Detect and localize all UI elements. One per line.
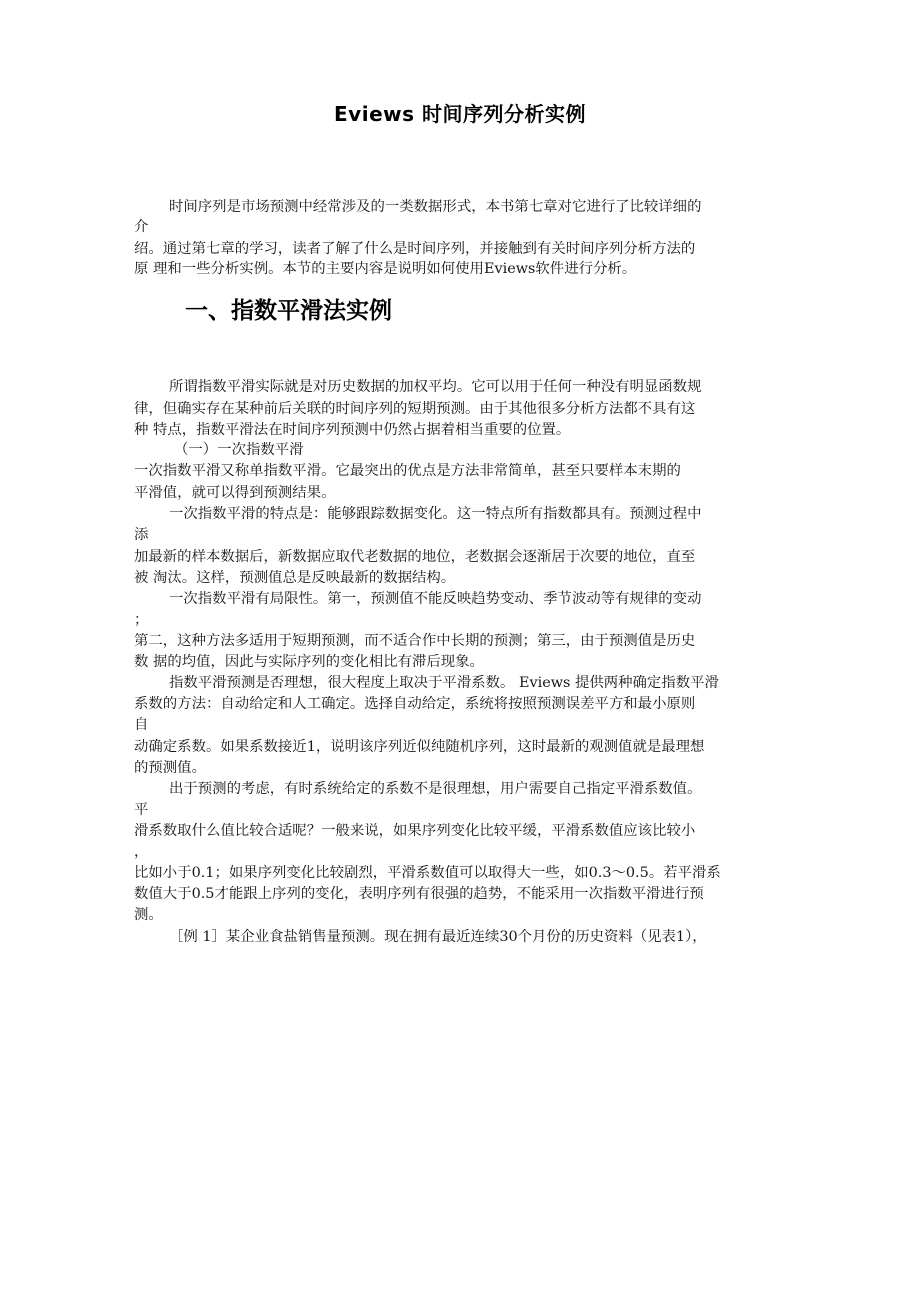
paragraph-line: 所谓指数平滑实际就是对历史数据的加权平均。它可以用于任何一种没有明显函数规 <box>169 379 702 395</box>
paragraph-line: 自 <box>134 717 149 733</box>
paragraph-line: ［例 1］某企业食盐销售量预测。现在拥有最近连续30个月份的历史资料（见表1）， <box>169 929 707 945</box>
paragraph-line: 加最新的样本数据后，新数据应取代老数据的地位，老数据会逐渐居于次要的地位，直至 <box>134 549 696 565</box>
paragraph-line: 原 理和一些分析实例。本节的主要内容是说明如何使用Eviews软件进行分析。 <box>134 261 637 277</box>
paragraph-line: 数 据的均值，因此与实际序列的变化相比有滞后现象。 <box>134 654 484 670</box>
paragraph-line: 一次指数平滑有局限性。第一，预测值不能反映趋势变动、季节波动等有规律的变动 <box>169 591 702 607</box>
paragraph-line: 的预测值。 <box>134 760 206 776</box>
paragraph-line: 平滑值，就可以得到预测结果。 <box>134 485 336 501</box>
paragraph-line: 律，但确实存在某种前后关联的时间序列的短期预测。由于其他很多分析方法都不具有这 <box>134 401 696 417</box>
paragraph-line: 种 特点，指数平滑法在时间序列预测中仍然占据着相当重要的位置。 <box>134 422 571 438</box>
paragraph-line: 指数平滑预测是否理想，很大程度上取决于平滑系数。 Eviews 提供两种确定指数平滑 <box>169 675 719 691</box>
paragraph-line: 平 <box>134 802 149 818</box>
paragraph-line: 第二，这种方法多适用于短期预测，而不适合作中长期的预测；第三，由于预测值是历史 <box>134 633 696 649</box>
paragraph-line: 系数的方法：自动给定和人工确定。选择自动给定，系统将按照预测误差平方和最小原则 <box>134 696 696 712</box>
paragraph-line: 绍。通过第七章的学习，读者了解了什么是时间序列，并接触到有关时间序列分析方法的 <box>134 241 696 257</box>
paragraph-line: 滑系数取什么值比较合适呢？一般来说，如果序列变化比较平缓，平滑系数值应该比较小 <box>134 823 696 839</box>
paragraph-line: 一次指数平滑的特点是：能够跟踪数据变化。这一特点所有指数都具有。预测过程中 <box>169 506 702 522</box>
paragraph-line: 测。 <box>134 907 163 923</box>
paragraph-line: 出于预测的考虑，有时系统给定的系数不是很理想，用户需要自己指定平滑系数值。 <box>169 781 702 797</box>
paragraph-line: 时间序列是市场预测中经常涉及的一类数据形式，本书第七章对它进行了比较详细的 <box>169 199 702 215</box>
paragraph-line: 一次指数平滑又称单指数平滑。它最突出的优点是方法非常简单，甚至只要样本末期的 <box>134 463 681 479</box>
paragraph-line: 介 <box>134 219 149 235</box>
paragraph-line: 添 <box>134 527 149 543</box>
section-heading: 一、指数平滑法实例 <box>185 298 392 324</box>
document-title: Eviews 时间序列分析实例 <box>334 102 586 126</box>
paragraph-line: 数值大于0.5才能跟上序列的变化，表明序列有很强的趋势，不能采用一次指数平滑进行预 <box>134 886 704 902</box>
paragraph-line: ； <box>134 612 149 628</box>
paragraph-line: 被 淘汰。这样，预测值总是反映最新的数据结构。 <box>134 570 456 586</box>
paragraph-line: 动确定系数。如果系数接近1，说明该序列近似纯随机序列，这时最新的观测值就是最理想 <box>134 739 705 755</box>
paragraph-line: 比如小于0.1；如果序列变化比较剧烈，平滑系数值可以取得大一些，如0.3～0.5。若平滑系 <box>134 865 721 881</box>
paragraph-line: ， <box>134 844 149 860</box>
subsection-heading: （一）一次指数平滑 <box>174 442 304 458</box>
